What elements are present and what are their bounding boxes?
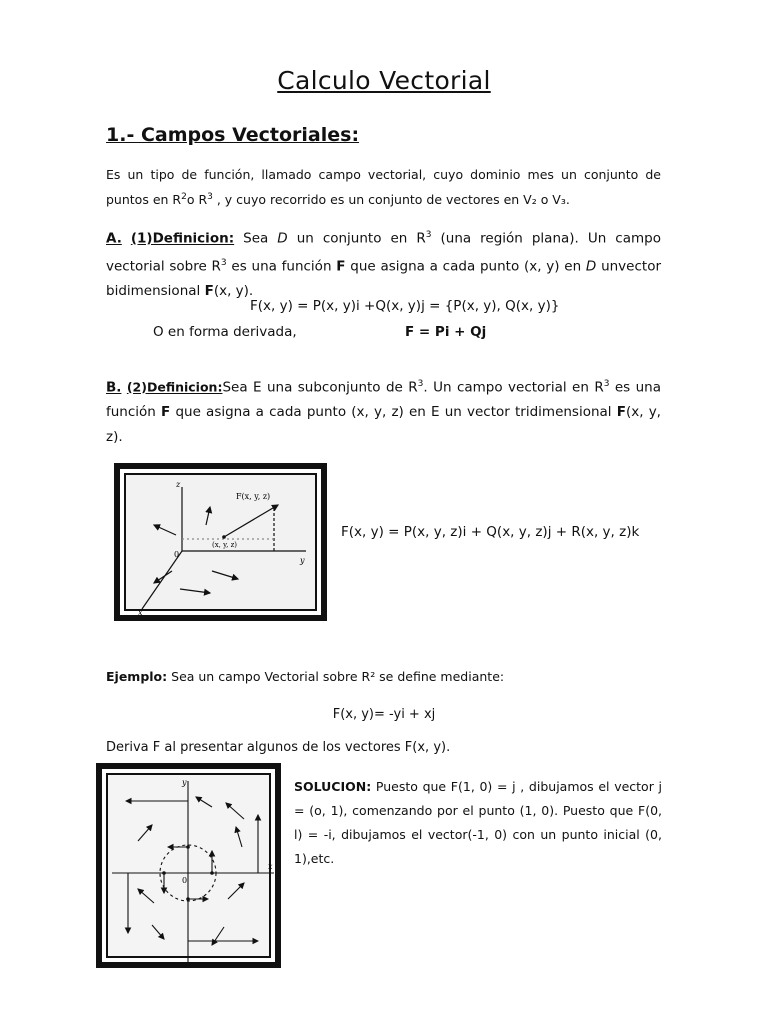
- origin-label: 0: [182, 876, 188, 885]
- vector-field-3d-figure: [114, 463, 327, 621]
- label-point: (x, y, z): [212, 541, 238, 549]
- solution-paragraph: SOLUCION: Puesto que F(1, 0) = j , dibujamos el vector j = (o, 1), comenzando por el punto (1, 0). Puesto que F(0, l) = -i, dibujamos el vector(-1, 0) con un punto inicial (0, 1),etc.: [294, 779, 662, 866]
- definition-a-alt-label: O en forma derivada,: [153, 324, 297, 340]
- definition-a-formula: F(x, y) = P(x, y)i +Q(x, y)j = {P(x, y), Q(x, y)}: [250, 298, 560, 314]
- vector-field-3d-diagram: [126, 475, 325, 619]
- vector-field-2d-figure: [96, 763, 281, 968]
- origin-label: 0: [174, 550, 180, 559]
- vector-field-2d-diagram: [108, 775, 279, 966]
- section-heading: 1.- Campos Vectoriales:: [106, 124, 360, 146]
- z-axis-label: z: [176, 480, 181, 489]
- label-F: F(x, y, z): [236, 492, 271, 501]
- page-title: Calculo Vectorial: [277, 66, 491, 95]
- y-axis-label: y: [300, 556, 305, 565]
- definition-a: A. (1)Definicion: Sea D un conjunto en $R^3$ (una región plana). Un campo vectorial sobre $R^3$ es una función F que asigna a cada punto (x, y) en D unvector bidimensional F(x, y).: [106, 230, 662, 299]
- y-axis-label: y: [182, 778, 187, 787]
- example-intro: Ejemplo: Sea un campo Vectorial sobre R² se define mediante:: [106, 669, 505, 684]
- example-deriva: Deriva F al presentar algunos de los vectores F(x, y).: [106, 740, 451, 755]
- formula-3d: F(x, y) = P(x, y, z)i + Q(x, y, z)j + R(x, y, z)k: [341, 524, 640, 540]
- example-formula: F(x, y)= -yi + xj: [332, 707, 436, 722]
- x-axis-label: x: [268, 862, 273, 871]
- definition-a-alt-formula: F = Pi + Qj: [405, 324, 487, 340]
- x-axis-label: x: [138, 608, 143, 617]
- x-axis: [142, 551, 182, 609]
- intro-paragraph: Es un tipo de función, llamado campo vectorial, cuyo dominio mes un conjunto de puntos en $R^2o$ $R^3$ , y cuyo recorrido es un conjunto de vectores en V₂ o V₃.: [106, 167, 661, 208]
- definition-b: B. (2)Definicion:Sea E una subconjunto de $R^3$. Un campo vectorial en $R^3$ es una función F que asigna a cada punto (x, y, z) en E un vector tridimensional F(x, y, z).: [106, 379, 661, 445]
